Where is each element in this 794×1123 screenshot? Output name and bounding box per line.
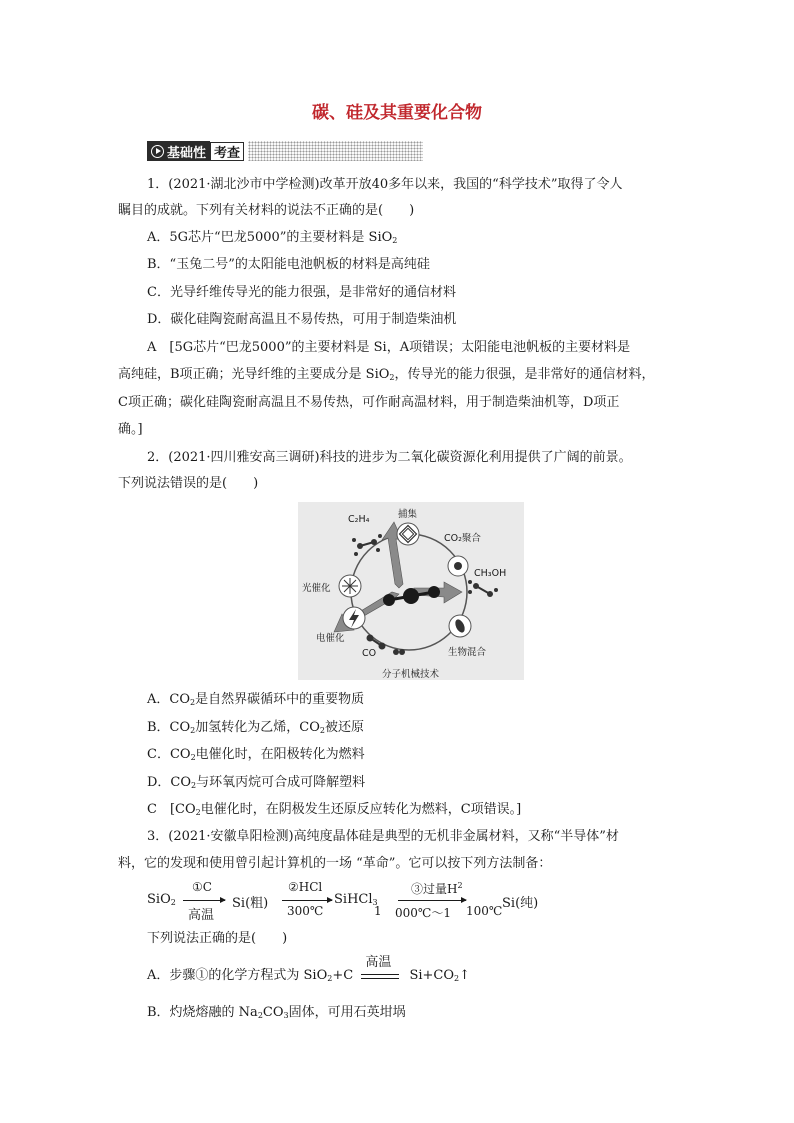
flow-step3-bottom: 000℃～1 <box>395 906 451 920</box>
flow-step3-top: ③过量$H^2$ <box>411 881 463 896</box>
label-biohybrid: 生物混合 <box>448 647 487 658</box>
flow-step1-bottom: 高温 <box>188 908 215 923</box>
q1-option-c: C．光导纤维传导光的能力很强，是非常好的通信材料 <box>147 285 456 300</box>
label-c2h4: C₂H₄ <box>348 514 370 525</box>
flow-arrow-2 <box>282 900 332 901</box>
condition-label: 高温 <box>365 955 392 970</box>
label-capture: 捕集 <box>398 509 418 520</box>
q2-option-b: B．$CO_2$加氢转化为乙烯，$CO_2$被还原 <box>147 720 364 735</box>
flow-sio2: SiO$_2$ <box>147 892 176 907</box>
condition-line-top <box>361 974 399 975</box>
q1-stem-line2: 瞩目的成就。下列有关材料的说法不正确的是( ) <box>118 203 415 218</box>
co2-utilization-figure <box>298 502 524 680</box>
flow-step2-bottom: 300℃ <box>287 904 324 918</box>
label-photocatalysis: 光催化 <box>302 583 331 594</box>
figure-caption: 分子机械技术 <box>382 669 440 680</box>
label-co: CO <box>362 648 377 659</box>
q2-stem-line2: 下列说法错误的是( ) <box>118 476 259 491</box>
flow-arrow-1 <box>183 900 225 901</box>
q3-question: 下列说法正确的是( ) <box>147 931 288 946</box>
flow-si-crude: Si(粗) <box>232 896 269 911</box>
label-electrocatalysis: 电催化 <box>316 633 345 644</box>
flow-step1-top: ①C <box>192 880 212 894</box>
q2-option-c: C．$CO_2$电催化时，在阳极转化为燃料 <box>147 747 365 762</box>
figure-drawing <box>298 502 524 680</box>
banner-light-text: 考查 <box>210 142 244 161</box>
flow-sihcl3-tail: 1 <box>374 904 382 918</box>
q3-option-a: A．步骤①的化学方程式为 SiO$_2$+C 高温 $Si+CO_2↑$ <box>147 966 470 986</box>
q2-answer: C [$CO_2$电催化时，在阴极发生还原反应转化为燃料，C项错误。] <box>147 802 522 817</box>
label-ch3oh: CH₃OH <box>474 568 507 579</box>
q1-option-b: B．“玉兔二号”的太阳能电池帆板的材料是高纯硅 <box>147 257 430 272</box>
flow-sihcl3: SiHCl$_3$ <box>334 892 378 907</box>
play-circle-icon <box>151 145 164 158</box>
q1-option-a: A．5G芯片“巴龙5000”的主要材料是 SiO$_2$ <box>147 230 398 245</box>
q1-answer-line3: C项正确；碳化硅陶瓷耐高温且不易传热，可作耐高温材料，用于制造柴油机等，D项正 <box>118 395 620 410</box>
section-banner <box>147 141 423 161</box>
q1-answer-line4: 确。] <box>118 422 143 437</box>
q1-answer-line1: A [5G芯片“巴龙5000”的主要材料是 Si，A项错误；太阳能电池帆板的主要材料是 <box>147 340 631 355</box>
flow-step2-top: ②HCl <box>288 880 323 894</box>
reaction-condition <box>361 955 401 986</box>
banner-dark-tag <box>147 141 210 161</box>
q1-stem-line1: 1．(2021·湖北沙市中学检测)改革开放40多年以来，我国的“科学技术”取得了令人 <box>147 177 623 192</box>
q3-option-b: B．灼烧熔融的 $Na_2CO_3$固体，可用石英坩埚 <box>147 1005 406 1020</box>
flow-si-pure: Si(纯) <box>502 896 539 911</box>
q3-stem-line1: 3．(2021·安徽阜阳检测)高纯度晶体硅是典型的无机非金属材料，又称“半导体”材 <box>147 829 619 844</box>
page-title: 碳、硅及其重要化合物 <box>312 103 482 123</box>
q1-answer-line2: 高纯硅，B项正确；光导纤维的主要成分是 SiO$_2$，传导光的能力很强，是非常好的通信材料， <box>118 367 655 382</box>
q1-option-d: D．碳化硅陶瓷耐高温且不易传热，可用于制造柴油机 <box>147 312 457 327</box>
flow-arrow-3 <box>398 900 466 901</box>
q2-option-d: D．$CO_2$与环氧丙烷可合成可降解塑料 <box>147 775 366 790</box>
q2-option-a: A．$CO_2$是自然界碳循环中的重要物质 <box>147 692 365 707</box>
label-co2-polymer: CO₂聚合 <box>444 533 481 544</box>
condition-line-bottom <box>361 978 399 979</box>
banner-dotted-pattern <box>248 141 423 161</box>
q3-stem-line2: 料，它的发现和使用曾引起计算机的一场 “革命”。它可以按下列方法制备： <box>118 856 552 871</box>
q2-stem-line1: 2．(2021·四川雅安高三调研)科技的进步为二氧化碳资源化利用提供了广阔的前景。 <box>147 450 632 465</box>
flow-step3-bottom2: 100℃ <box>466 904 503 918</box>
banner-dark-text: 基础性 <box>167 145 207 161</box>
